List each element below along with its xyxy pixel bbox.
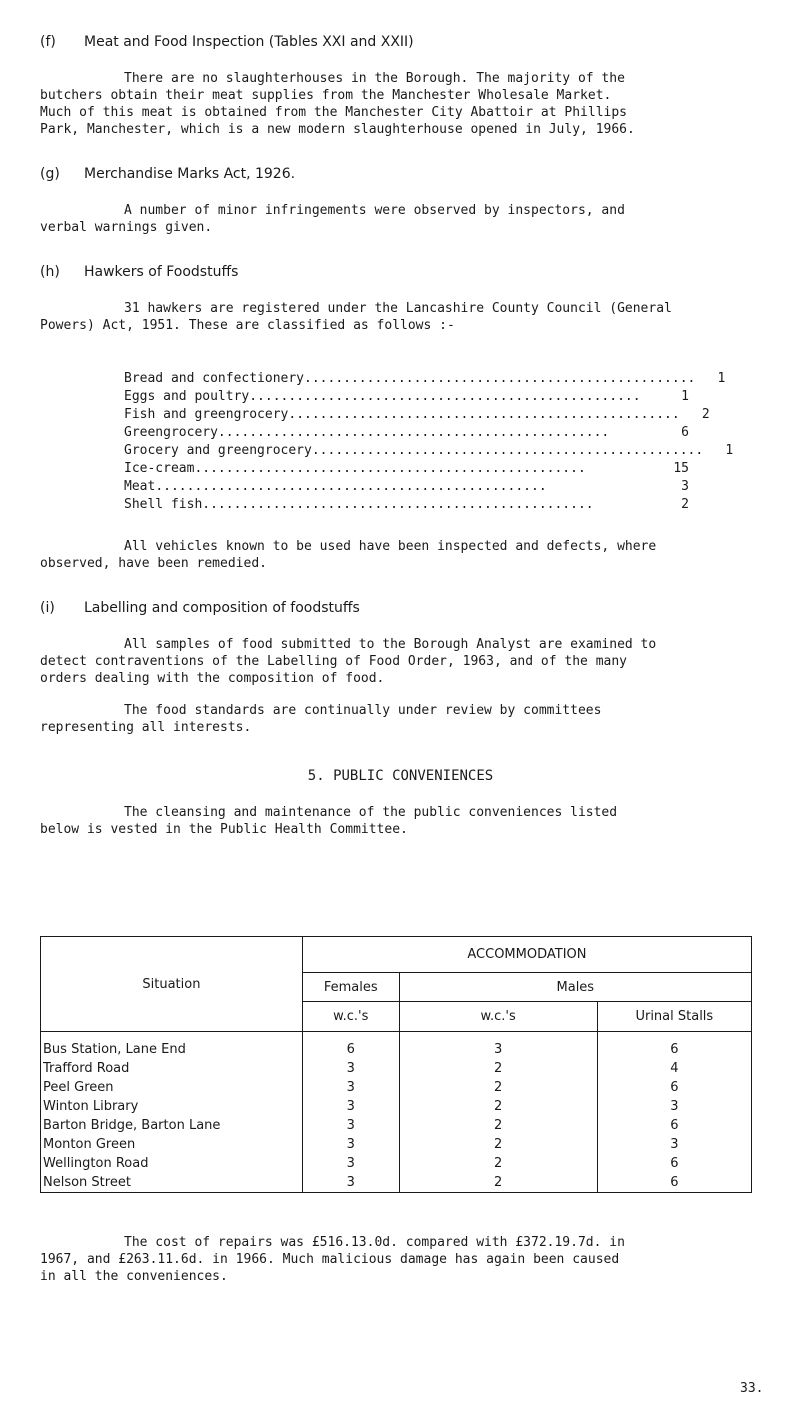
- females-wc-cell: 6: [302, 1032, 399, 1060]
- leader-dots: ..................................................: [194, 461, 586, 476]
- paragraph-line: butchers obtain their meat supplies from the Manchester Wholesale Market.: [40, 88, 612, 103]
- list-item: [124, 388, 689, 406]
- vehicles-paragraph: [40, 538, 770, 572]
- table-row: [41, 1059, 752, 1078]
- hawker-category: Eggs and poultry: [124, 389, 250, 404]
- paragraph-line: below is vested in the Public Health Committee.: [40, 822, 408, 837]
- list-item: [124, 406, 710, 424]
- females-wc-cell: 3: [302, 1154, 399, 1173]
- section-f-paragraph: [40, 70, 770, 138]
- table-row: [41, 1116, 752, 1135]
- situation-cell: Bus Station, Lane End: [41, 1032, 303, 1060]
- table-row: [41, 1154, 752, 1173]
- situation-cell: Monton Green: [41, 1135, 303, 1154]
- hawker-category: Grocery and greengrocery: [124, 443, 312, 458]
- urinal-stalls-cell: 6: [597, 1078, 751, 1097]
- hawker-category: Ice-cream: [124, 461, 195, 476]
- males-wc-cell: 2: [399, 1116, 597, 1135]
- situation-header: Situation: [41, 937, 303, 1032]
- urinal-stalls-cell: 4: [597, 1059, 751, 1078]
- paragraph-line: orders dealing with the composition of food.: [40, 671, 385, 686]
- section-i-paragraph-2: [40, 702, 770, 736]
- hawker-category: Bread and confectionery: [124, 371, 305, 386]
- section-f-heading: [40, 34, 414, 51]
- section-i-label: (i): [40, 600, 55, 616]
- list-item: [124, 370, 726, 388]
- section-h-paragraph: [40, 300, 770, 334]
- hawker-count: 1: [717, 371, 726, 386]
- hawker-count: 2: [701, 407, 710, 422]
- situation-cell: Nelson Street: [41, 1173, 303, 1193]
- paragraph-line: All samples of food submitted to the Borough Analyst are examined to: [124, 637, 657, 652]
- section-g-heading: [40, 166, 295, 183]
- females-wc-cell: 3: [302, 1135, 399, 1154]
- section-f-title: Meat and Food Inspection (Tables XXI and XXII): [84, 34, 414, 50]
- males-wc-cell: 2: [399, 1078, 597, 1097]
- table-row: [41, 1173, 752, 1193]
- section-h-label: (h): [40, 264, 60, 280]
- table-row: [41, 1097, 752, 1116]
- section-i-paragraph-1: [40, 636, 770, 687]
- leader-dots: ..................................................: [155, 479, 547, 494]
- section-g-paragraph: [40, 202, 770, 236]
- hawker-category: Shell fish: [124, 497, 203, 512]
- situation-cell: Barton Bridge, Barton Lane: [41, 1116, 303, 1135]
- conveniences-table: [40, 936, 752, 1193]
- hawker-category: Fish and greengrocery: [124, 407, 289, 422]
- page-number: 33.: [740, 1381, 764, 1396]
- paragraph-line: in all the conveniences.: [40, 1269, 228, 1284]
- males-wc-cell: 3: [399, 1032, 597, 1060]
- paragraph-line: All vehicles known to be used have been inspected and defects, where: [124, 539, 657, 554]
- list-item: [124, 460, 689, 478]
- section-i-heading: [40, 600, 360, 617]
- paragraph-line: There are no slaughterhouses in the Borough. The majority of the: [124, 71, 625, 86]
- hawker-count: 6: [681, 425, 689, 440]
- females-wc-cell: 3: [302, 1173, 399, 1193]
- paragraph-line: The cost of repairs was £516.13.0d. compared with £372.19.7d. in: [124, 1235, 625, 1250]
- repair-cost-paragraph: [40, 1234, 770, 1285]
- paragraph-line: observed, have been remedied.: [40, 556, 267, 571]
- hawker-count: 3: [681, 479, 689, 494]
- females-wc-header: w.c.'s: [302, 1002, 399, 1032]
- males-wc-cell: 2: [399, 1097, 597, 1116]
- section-g-title: Merchandise Marks Act, 1926.: [84, 166, 296, 182]
- leader-dots: ..................................................: [311, 443, 704, 458]
- hawker-count: 15: [673, 461, 689, 476]
- urinal-stalls-cell: 6: [597, 1173, 751, 1193]
- males-header: Males: [399, 972, 751, 1002]
- table-row: [41, 1078, 752, 1097]
- section-g-label: (g): [40, 166, 60, 182]
- paragraph-line: 31 hawkers are registered under the Lancashire County Council (General: [124, 301, 672, 316]
- females-header: Females: [302, 972, 399, 1002]
- paragraph-line: Much of this meat is obtained from the Manchester City Abattoir at Phillips: [40, 105, 627, 120]
- males-wc-cell: 2: [399, 1154, 597, 1173]
- list-item: [124, 424, 689, 442]
- urinal-stalls-cell: 6: [597, 1032, 751, 1060]
- hawker-category: Meat: [124, 479, 156, 494]
- paragraph-line: detect contraventions of the Labelling of Food Order, 1963, and of the many: [40, 654, 627, 669]
- paragraph-line: Park, Manchester, which is a new modern slaughterhouse opened in July, 1966.: [40, 122, 635, 137]
- section-i-title: Labelling and composition of foodstuffs: [84, 600, 360, 616]
- situation-cell: Trafford Road: [41, 1059, 303, 1078]
- section-h-heading: [40, 264, 238, 281]
- males-wc-cell: 2: [399, 1059, 597, 1078]
- leader-dots: ..................................................: [249, 389, 641, 404]
- leader-dots: ..................................................: [217, 425, 610, 440]
- accommodation-header: ACCOMMODATION: [302, 937, 751, 973]
- list-item: [124, 478, 689, 496]
- females-wc-cell: 3: [302, 1097, 399, 1116]
- hawker-category: Greengrocery: [124, 425, 218, 440]
- males-wc-header: w.c.'s: [399, 1002, 597, 1032]
- section-f-label: (f): [40, 34, 56, 50]
- paragraph-line: The cleansing and maintenance of the public conveniences listed: [124, 805, 618, 820]
- urinal-stalls-cell: 6: [597, 1116, 751, 1135]
- urinal-stalls-cell: 3: [597, 1135, 751, 1154]
- section-h-title: Hawkers of Foodstuffs: [84, 264, 239, 280]
- females-wc-cell: 3: [302, 1078, 399, 1097]
- paragraph-line: The food standards are continually under review by committees: [124, 703, 602, 718]
- section-5-paragraph: [40, 804, 770, 838]
- leader-dots: ..................................................: [288, 407, 680, 422]
- urinal-stalls-cell: 6: [597, 1154, 751, 1173]
- situation-cell: Wellington Road: [41, 1154, 303, 1173]
- situation-cell: Peel Green: [41, 1078, 303, 1097]
- females-wc-cell: 3: [302, 1059, 399, 1078]
- paragraph-line: Powers) Act, 1951. These are classified as follows :-: [40, 318, 455, 333]
- urinal-stalls-cell: 3: [597, 1097, 751, 1116]
- males-wc-cell: 2: [399, 1173, 597, 1193]
- section-5-title: 5. PUBLIC CONVENIENCES: [307, 768, 494, 784]
- list-item: [124, 442, 734, 460]
- table-row: [41, 1032, 752, 1060]
- hawker-count: 1: [681, 389, 689, 404]
- hawker-count: 2: [681, 497, 689, 512]
- hawker-count: 1: [725, 443, 734, 458]
- situation-cell: Winton Library: [41, 1097, 303, 1116]
- hawker-list: [124, 370, 734, 514]
- males-wc-cell: 2: [399, 1135, 597, 1154]
- paragraph-line: representing all interests.: [40, 720, 252, 735]
- paragraph-line: A number of minor infringements were observed by inspectors, and: [124, 203, 625, 218]
- leader-dots: ..................................................: [304, 371, 696, 386]
- list-item: [124, 496, 689, 514]
- females-wc-cell: 3: [302, 1116, 399, 1135]
- table-row: [41, 1135, 752, 1154]
- urinal-stalls-header: Urinal Stalls: [597, 1002, 751, 1032]
- leader-dots: ..................................................: [202, 497, 594, 512]
- paragraph-line: verbal warnings given.: [40, 220, 213, 235]
- paragraph-line: 1967, and £263.11.6d. in 1966. Much malicious damage has again been caused: [40, 1252, 620, 1267]
